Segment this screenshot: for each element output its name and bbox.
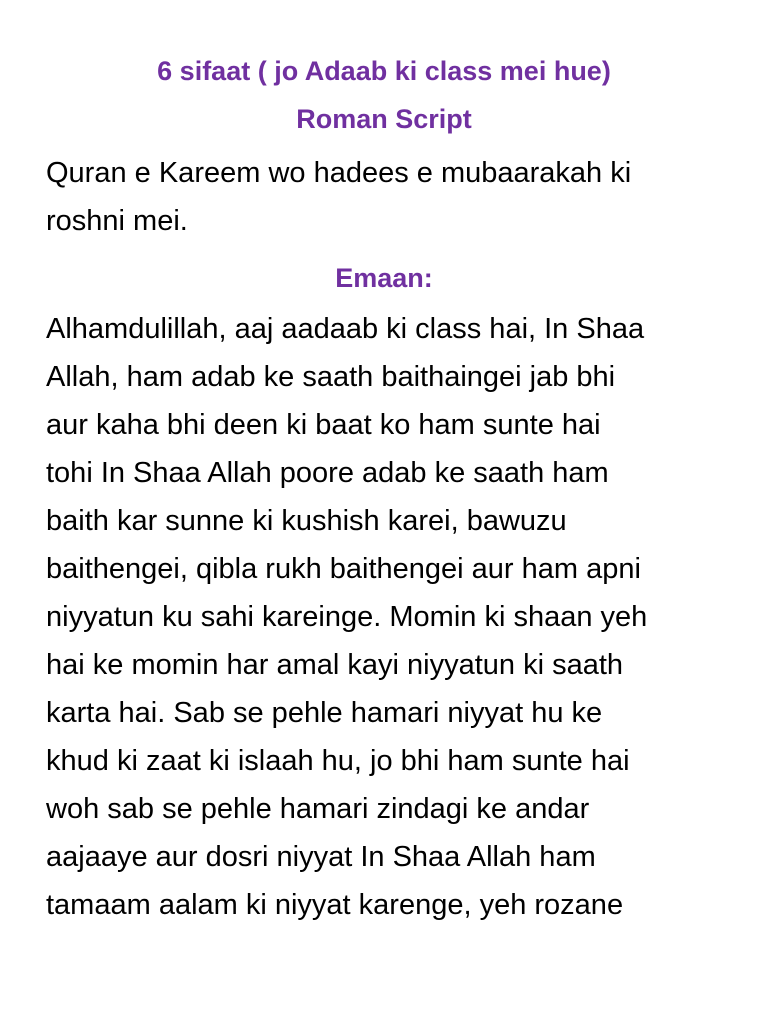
body-line: aur kaha bhi deen ki baat ko ham sunte hai xyxy=(46,409,601,441)
body-line: karta hai. Sab se pehle hamari niyyat hu ke xyxy=(46,697,603,729)
body-line: woh sab se pehle hamari zindagi ke andar xyxy=(46,793,590,825)
document-subtitle: Roman Script xyxy=(296,104,472,134)
body-line: hai ke momin har amal kayi niyyatun ki saath xyxy=(46,649,624,681)
body-line: tohi In Shaa Allah poore adab ke saath ham xyxy=(46,457,609,489)
intro-line: Quran e Kareem wo hadees e mubaarakah ki xyxy=(46,157,632,189)
body-line: tamaam aalam ki niyyat karenge, yeh rozane xyxy=(46,889,624,921)
body-line: Alhamdulillah, aaj aadaab ki class hai, In Shaa xyxy=(46,313,645,345)
body-line: niyyatun ku sahi kareinge. Momin ki shaan yeh xyxy=(46,601,648,633)
body-paragraph xyxy=(46,305,722,929)
body-line: aajaaye aur dosri niyyat In Shaa Allah ham xyxy=(46,841,596,873)
body-line: khud ki zaat ki islaah hu, jo bhi ham sunte hai xyxy=(46,745,630,777)
intro-paragraph xyxy=(46,149,722,245)
body-line: Allah, ham adab ke saath baithaingei jab bhi xyxy=(46,361,616,393)
body-line: baithengei, qibla rukh baithengei aur ham apni xyxy=(46,553,641,585)
document-title: 6 sifaat ( jo Adaab ki class mei hue) xyxy=(157,56,611,86)
intro-line: roshni mei. xyxy=(46,205,188,237)
body-line: baith kar sunne ki kushish karei, bawuzu xyxy=(46,505,567,537)
section-heading: Emaan: xyxy=(335,263,433,293)
